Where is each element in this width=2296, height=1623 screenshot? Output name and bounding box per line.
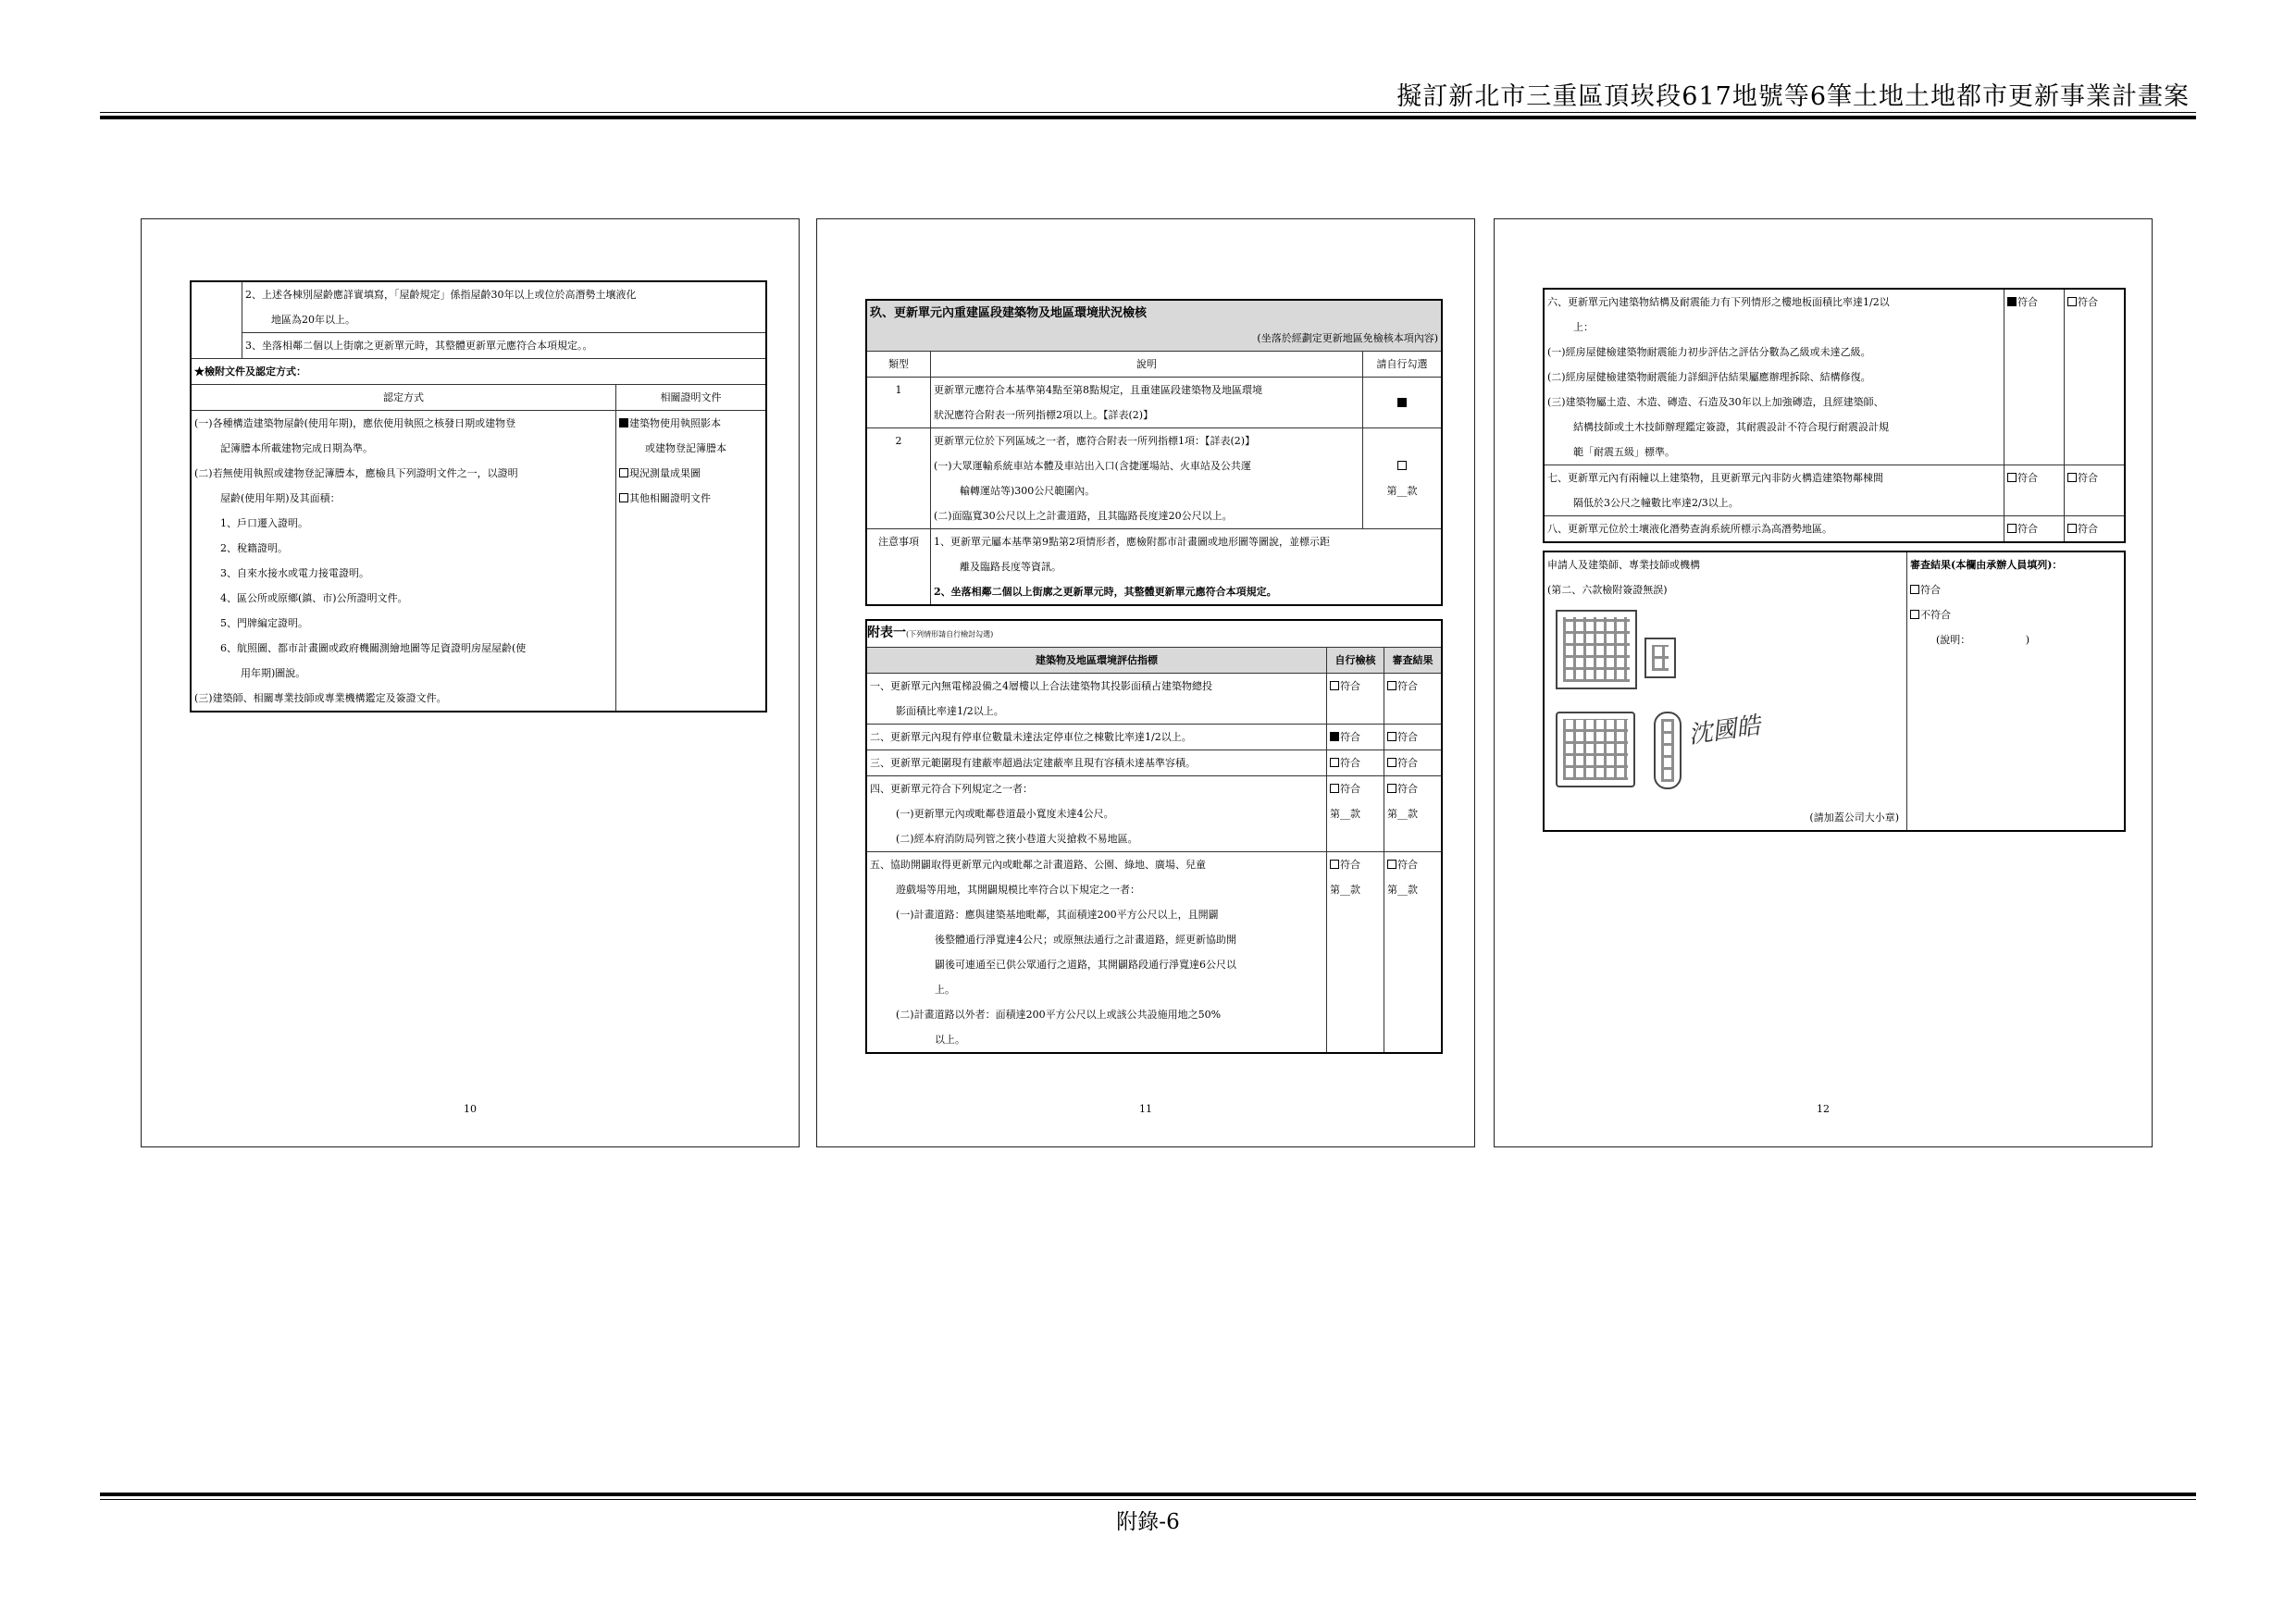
indicator-line: (三)建築物屬土造、木造、磚造、石造及30年以上加強磚造，且經建築師、 xyxy=(1547,396,1884,408)
checkbox[interactable] xyxy=(2067,473,2077,482)
ok-label: 符合 xyxy=(2078,472,2098,484)
indicator-line: 五、協助開闢取得更新單元內或毗鄰之計畫道路、公園、綠地、廣場、兒童 xyxy=(870,859,1206,871)
indicator-line: 以上。 xyxy=(935,1034,965,1046)
checkbox[interactable] xyxy=(619,468,628,477)
method-line: 屋齡(使用年期)及其面積： xyxy=(220,492,341,504)
appendix-title: 附表一 xyxy=(867,626,906,640)
review-ok-label: 符合 xyxy=(1920,584,1941,596)
col-indicator: 建築物及地區環境評估指標 xyxy=(1036,654,1158,666)
indicator-line: (一)更新單元內或毗鄰巷道最小寬度未達4公尺。 xyxy=(896,808,1114,820)
item-desc: 狀況應符合附表一所列指標2項以上。【詳表(2)】 xyxy=(934,409,1154,421)
ok-label: 符合 xyxy=(2078,296,2098,308)
page12-table xyxy=(1543,288,2126,543)
item-desc: 更新單元位於下列區域之一者，應符合附表一所列指標1項：【詳表(2)】 xyxy=(934,435,1256,447)
checkbox[interactable] xyxy=(1387,758,1396,767)
checkbox[interactable] xyxy=(2007,524,2017,533)
indicator-line: 二、更新單元內現有停車位數量未達法定停車位之棟數比率達1/2以上。 xyxy=(870,731,1192,743)
indicator-line: 闢後可連通至已供公眾通行之道路，其開闢路段通行淨寬達6公尺以 xyxy=(935,959,1236,971)
indicator-line: 遊戲場等用地，其開闢規模比率符合以下規定之一者： xyxy=(896,884,1140,896)
appendix-note: (下列情形請自行檢討勾選) xyxy=(906,630,994,638)
clause-blank: 第__款 xyxy=(1330,808,1360,820)
indicator-line: (二)計畫道路以外者：面積達200平方公尺以上或該公共設施用地之50% xyxy=(896,1009,1222,1021)
page-12 xyxy=(1494,218,2153,1147)
method-line: 2、稅籍證明。 xyxy=(220,542,288,554)
clause-blank: 第__款 xyxy=(1387,884,1418,896)
handwritten-signature xyxy=(1687,710,1773,785)
indicator-line: 影面積比率達1/2以上。 xyxy=(896,705,1004,717)
method-line: 用年期)圖說。 xyxy=(241,667,306,679)
indicator-line: 八、更新單元位於土壤液化潛勢查詢系統所標示為高潛勢地區。 xyxy=(1547,523,1832,535)
checkbox[interactable] xyxy=(2067,524,2077,533)
ok-label: 符合 xyxy=(2017,472,2038,484)
checkbox[interactable] xyxy=(1397,461,1407,470)
company-seal-small xyxy=(1644,638,1676,678)
page10-table xyxy=(190,280,767,712)
page-10 xyxy=(141,218,800,1147)
note-line: 離及臨路長度等資訊。 xyxy=(960,561,1061,573)
indicator-line: 三、更新單元範圍現有建蔽率超過法定建蔽率且現有容積未達基準容積。 xyxy=(870,757,1196,769)
col-review: 審查結果 xyxy=(1392,654,1433,666)
checkbox-checked[interactable] xyxy=(2007,297,2017,306)
ok-label: 符合 xyxy=(1340,783,1360,795)
doc-item: 其他相關證明文件 xyxy=(629,492,711,504)
checkbox[interactable] xyxy=(2067,297,2077,306)
signature-table xyxy=(1543,551,2126,832)
ok-label: 符合 xyxy=(1397,783,1418,795)
indicator-line: 範「耐震五級」標準。 xyxy=(1573,446,1675,458)
ok-label: 符合 xyxy=(1397,757,1418,769)
rule-note-2b: 地區為20年以上。 xyxy=(271,314,355,326)
method-line: 1、戶口遷入證明。 xyxy=(220,517,308,529)
doc-item: 建築物使用執照影本 xyxy=(629,417,721,429)
ok-label: 符合 xyxy=(1340,731,1360,743)
indicator-line: 六、更新單元內建築物結構及耐震能力有下列情形之樓地板面積比率達1/2以 xyxy=(1547,296,1890,308)
method-line: 記簿謄本所載建物完成日期為準。 xyxy=(220,442,373,454)
applicant-title: 申請人及建築師、專業技師或機構 xyxy=(1547,559,1700,571)
review-title: 審查結果(本欄由承辦人員填列)： xyxy=(1910,559,2063,571)
company-seal-large xyxy=(1556,610,1637,689)
clause-blank: 第__款 xyxy=(1387,808,1418,820)
indicator-line: (一)經房屋健檢建築物耐震能力初步評估之評估分數為乙級或未達乙級。 xyxy=(1547,346,1871,358)
page-number: 10 xyxy=(464,1103,477,1115)
checkbox-checked[interactable] xyxy=(1397,398,1407,407)
page-11 xyxy=(816,218,1475,1147)
method-line: (三)建築師、相關專業技師或專業機構鑑定及簽證文件。 xyxy=(194,692,447,704)
section-note: (坐落於經劃定更新地區免檢核本項內容) xyxy=(1257,332,1438,344)
doc-item: 或建物登記簿謄本 xyxy=(645,442,726,454)
method-line: (一)各種構造建築物屋齡(使用年期)，應依使用執照之核發日期或建物登 xyxy=(194,417,516,429)
checkbox[interactable] xyxy=(1330,681,1339,690)
applicant-note: (第二、六款檢附簽證無誤) xyxy=(1547,584,1668,596)
review-not-ok-label: 不符合 xyxy=(1920,609,1951,621)
checkbox[interactable] xyxy=(1387,681,1396,690)
checkbox[interactable] xyxy=(2007,473,2017,482)
check-table xyxy=(865,299,1443,606)
checkbox-checked[interactable] xyxy=(619,418,628,427)
checkbox[interactable] xyxy=(1387,860,1396,869)
indicator-line: (一)計畫道路：應與建築基地毗鄰，其面積達200平方公尺以上，且開闢 xyxy=(896,909,1219,921)
checkbox[interactable] xyxy=(1330,758,1339,767)
checkbox[interactable] xyxy=(619,493,628,502)
personal-seal xyxy=(1654,712,1682,789)
attach-title: ★檢附文件及認定方式： xyxy=(194,365,306,378)
item-desc: 更新單元應符合本基準第4點至第8點規定，且重建區段建築物及地區環境 xyxy=(934,384,1262,396)
rule-note-3: 3、坐落相鄰二個以上街廓之更新單元時，其整體更新單元應符合本項規定。。 xyxy=(245,340,593,352)
indicator-line: (二)經房屋健檢建築物耐震能力詳細評估結果屬應辦理拆除、結構修復。 xyxy=(1547,371,1871,383)
indicator-line: (二)經本府消防局列管之狹小巷道大災搶救不易地區。 xyxy=(896,833,1138,845)
footer-page-label: 附錄-6 xyxy=(1116,1510,1180,1534)
method-line: (二)若無使用執照或建物登記簿謄本，應檢具下列證明文件之一，以證明 xyxy=(194,467,518,479)
indicator-line: 七、更新單元內有兩幢以上建築物，且更新單元內非防火構造建築物鄰棟間 xyxy=(1547,472,1883,484)
ok-label: 符合 xyxy=(2078,523,2098,535)
item-number: 2 xyxy=(895,435,902,447)
col-type: 類型 xyxy=(888,358,909,370)
footer-rule-thick xyxy=(100,1493,2196,1496)
page-number: 11 xyxy=(1139,1103,1152,1115)
col-check: 請自行勾選 xyxy=(1376,358,1428,370)
item-desc: 輸轉運站等)300公尺範圍內。 xyxy=(960,485,1096,497)
item-desc: (二)面臨寬30公尺以上之計畫道路，且其臨路長度達20公尺以上。 xyxy=(934,510,1233,522)
page-number: 12 xyxy=(1817,1103,1830,1115)
checkbox[interactable] xyxy=(1910,610,1919,619)
indicator-line: 結構技師或土木技師辦理鑑定簽證，其耐震設計不符合現行耐震設計規 xyxy=(1573,421,1889,433)
method-list xyxy=(191,411,616,712)
indicator-line: 上。 xyxy=(935,984,955,996)
clause-blank: 第__款 xyxy=(1386,485,1418,497)
note-line: 1、更新單元屬本基準第9點第2項情形者，應檢附都市計畫圖或地形圖等圖說，並標示距 xyxy=(934,536,1330,548)
footer-rule-thin xyxy=(100,1499,2196,1500)
col-self: 自行檢核 xyxy=(1334,654,1376,666)
ok-label: 符合 xyxy=(1340,757,1360,769)
section-title: 玖、更新單元內重建區段建築物及地區環境狀況檢核 xyxy=(870,306,1148,320)
checkbox-checked[interactable] xyxy=(1330,732,1339,741)
signature-text: 沈國皓 xyxy=(1686,712,1763,750)
stamp-note: (請加蓋公司大小章) xyxy=(1809,812,1899,824)
ok-label: 符合 xyxy=(1397,859,1418,871)
checkbox[interactable] xyxy=(1387,732,1396,741)
document-title: 擬訂新北市三重區頂崁段617地號等6筆土地土地都市更新事業計畫案 xyxy=(1396,82,2190,111)
method-line: 6、航照圖、都市計畫圖或政府機關測繪地圖等足資證明房屋屋齡(使 xyxy=(220,642,527,654)
review-explain: (說明： ) xyxy=(1936,634,2030,646)
col-desc: 說明 xyxy=(1136,358,1157,370)
ok-label: 符合 xyxy=(2017,523,2038,535)
header-rule-thin xyxy=(100,112,2196,113)
checkbox[interactable] xyxy=(1330,860,1339,869)
indicator-line: 隔低於3公尺之幢數比率達2/3以上。 xyxy=(1573,497,1739,509)
checkbox[interactable] xyxy=(1910,585,1919,594)
method-line: 4、區公所或原鄉(鎮、市)公所證明文件。 xyxy=(220,592,408,604)
doc-item: 現況測量成果圖 xyxy=(629,467,701,479)
method-line: 3、自來水接水或電力接電證明。 xyxy=(220,567,369,579)
col-docs: 相關證明文件 xyxy=(660,391,722,403)
item-desc: (一)大眾運輸系統車站本體及車站出入口(含捷運場站、火車站及公共運 xyxy=(934,460,1251,472)
indicator-line: 後整體通行淨寬達4公尺；或原無法通行之計畫道路，經更新協助開 xyxy=(935,934,1236,946)
note-line: 2、坐落相鄰二個以上街廓之更新單元時，其整體更新單元應符合本項規定。 xyxy=(934,586,1277,598)
architect-seal xyxy=(1556,712,1635,787)
ok-label: 符合 xyxy=(1397,731,1418,743)
doc-list xyxy=(616,411,767,712)
ok-label: 符合 xyxy=(2017,296,2038,308)
header-rule-thick xyxy=(100,116,2196,119)
indicator-line: 一、更新單元內無電梯設備之4層樓以上合法建築物其投影面積占建築物總投 xyxy=(870,680,1212,692)
rule-note-2: 2、上述各棟別屋齡應詳實填寫，「屋齡規定」係指屋齡30年以上或位於高潛勢土壤液化 xyxy=(245,289,637,301)
item-number: 1 xyxy=(895,384,902,396)
ok-label: 符合 xyxy=(1397,680,1418,692)
note-label: 注意事項 xyxy=(878,536,919,548)
clause-blank: 第__款 xyxy=(1330,884,1360,896)
checkbox[interactable] xyxy=(1387,784,1396,793)
indicator-line: 上： xyxy=(1573,321,1594,333)
ok-label: 符合 xyxy=(1340,859,1360,871)
appendix-table xyxy=(865,619,1443,1054)
col-method: 認定方式 xyxy=(383,391,424,403)
ok-label: 符合 xyxy=(1340,680,1360,692)
checkbox[interactable] xyxy=(1330,784,1339,793)
indicator-line: 四、更新單元符合下列規定之一者： xyxy=(870,783,1033,795)
method-line: 5、門牌編定證明。 xyxy=(220,617,308,629)
